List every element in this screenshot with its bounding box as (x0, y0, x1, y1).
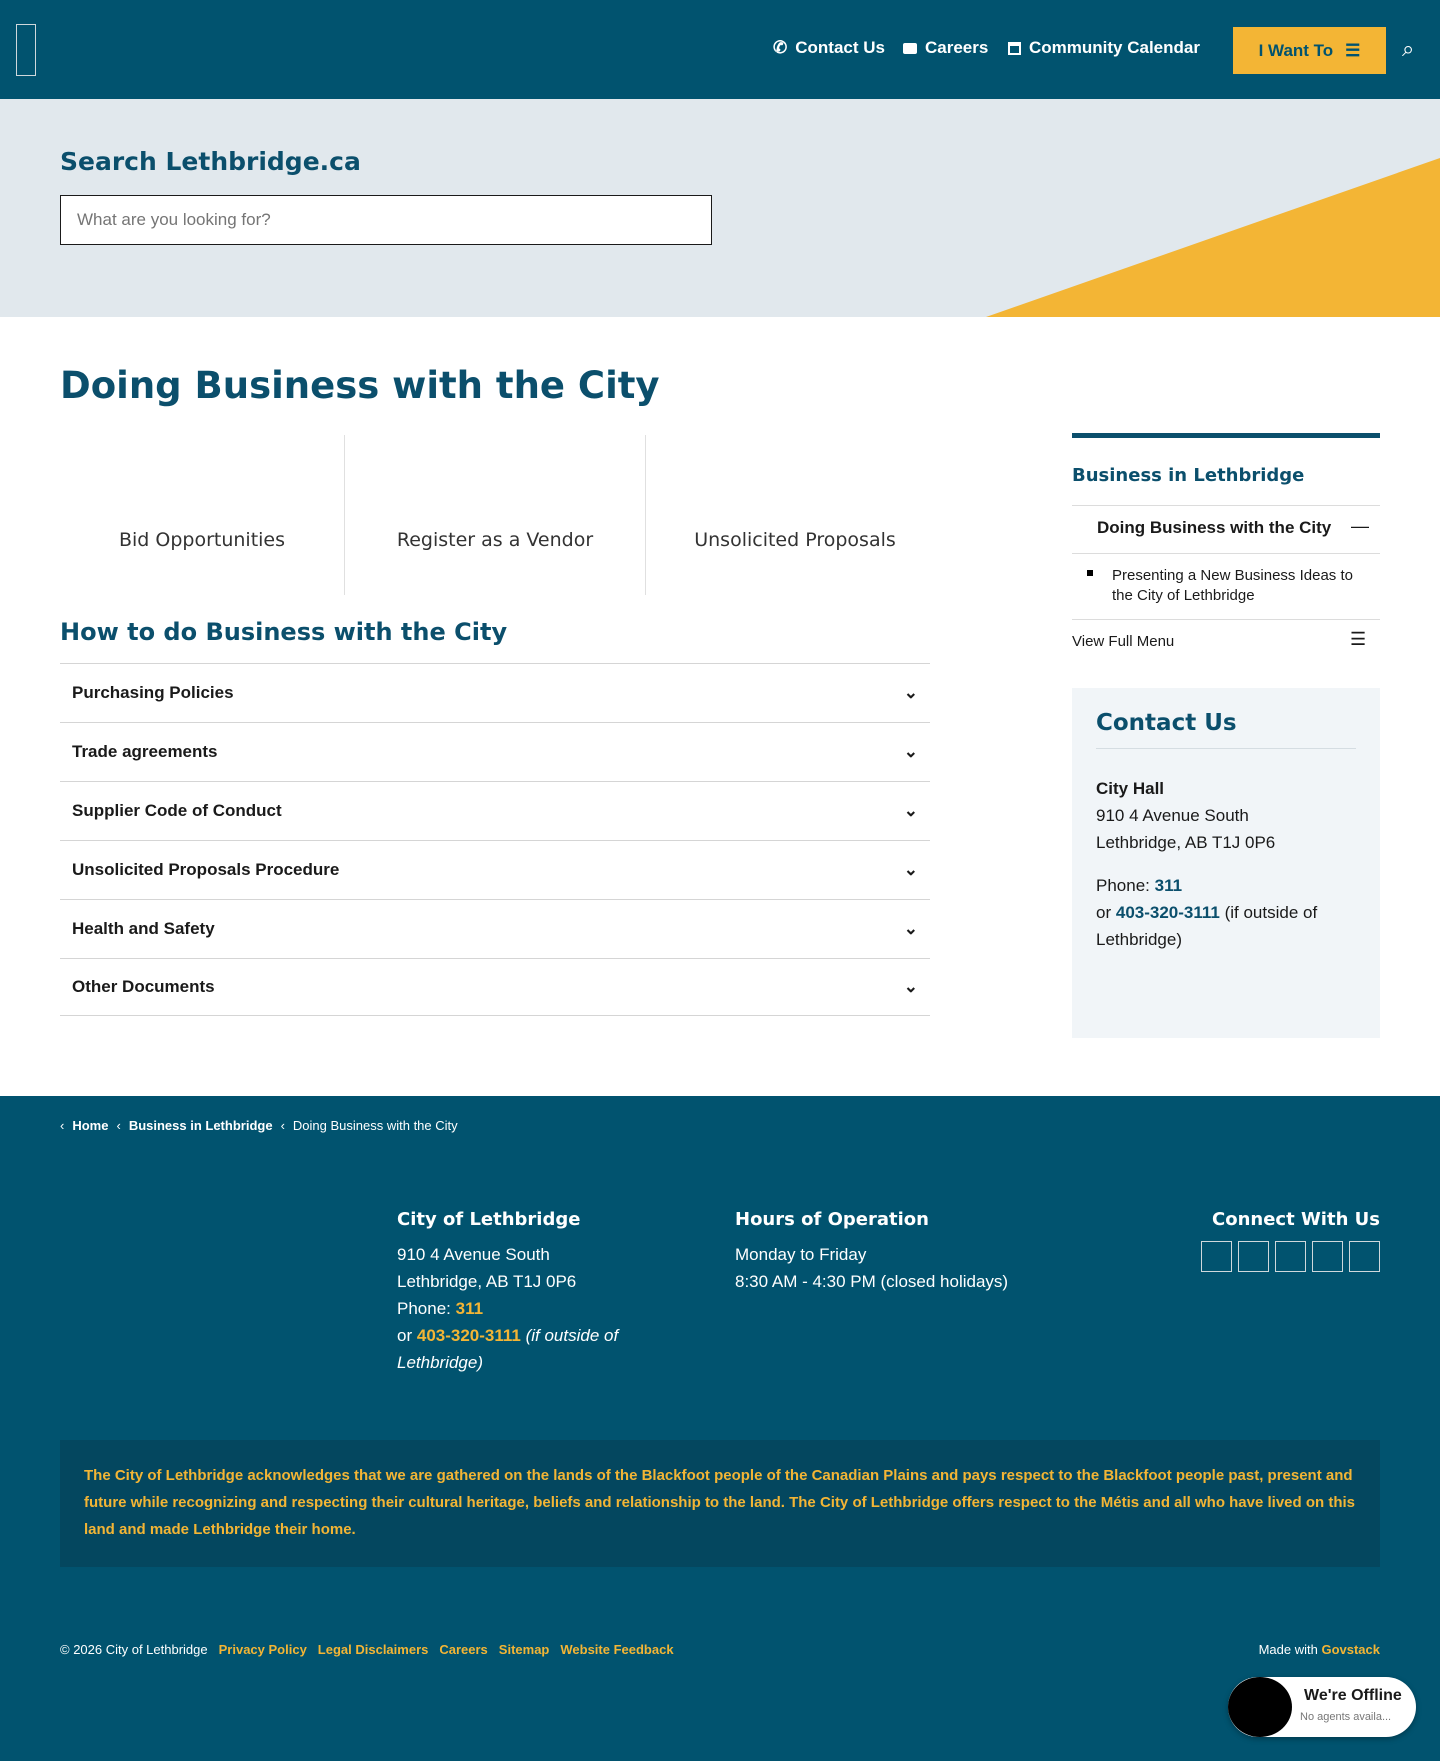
view-full-menu-link[interactable]: View Full Menu (1072, 633, 1175, 650)
collapse-icon[interactable]: — (1351, 516, 1369, 536)
chat-avatar (1228, 1677, 1292, 1737)
briefcase-icon (903, 43, 917, 54)
phone-icon: ✆ (773, 38, 788, 57)
alt-phone-note: (if outside of Lethbridge) (397, 1326, 619, 1372)
search-icon[interactable]: ⌕ (1402, 36, 1415, 61)
footer-heading: City of Lethbridge (397, 1209, 581, 1230)
list-icon: ☰ (1345, 40, 1361, 60)
careers-link[interactable]: Careers (439, 1642, 488, 1657)
accordion-item[interactable] (60, 841, 930, 900)
chevron-down-icon: ⌄ (903, 801, 918, 820)
accordion-label: Health and Safety (72, 919, 215, 938)
accordion-label: Supplier Code of Conduct (72, 801, 282, 820)
chevron-left-icon: ‹ (280, 1118, 285, 1133)
calendar-icon (1008, 42, 1021, 55)
list-icon[interactable]: ☰ (1350, 629, 1367, 649)
breadcrumb-business[interactable]: Business in Lethbridge (128, 1118, 273, 1133)
footer-city: Lethbridge, AB T1J 0P6 (397, 1272, 577, 1291)
chevron-down-icon: ⌄ (903, 683, 918, 702)
accordion-item[interactable] (60, 664, 930, 723)
section-title: How to do Business with the City (60, 618, 508, 646)
youtube-icon[interactable] (1312, 1241, 1343, 1272)
phone-label: Phone: (397, 1299, 451, 1318)
accordion-item[interactable] (60, 723, 930, 782)
tile-bid-opportunities[interactable] (60, 435, 344, 595)
privacy-policy-link[interactable]: Privacy Policy (218, 1642, 307, 1657)
alt-phone-link[interactable]: 403-320-3111 (1115, 903, 1220, 922)
sidebar-sub-item[interactable]: Presenting a New Business Ideas to the City of Lethbridge (1112, 567, 1353, 604)
breadcrumb (60, 1118, 458, 1133)
accordion-label: Trade agreements (72, 742, 218, 761)
nav-contact-us[interactable] (773, 38, 885, 58)
instagram-icon[interactable] (1275, 1241, 1306, 1272)
made-with-text: Made with (1258, 1642, 1318, 1657)
phone-link[interactable]: 311 (1154, 876, 1183, 895)
contact-city: Lethbridge, AB T1J 0P6 (1096, 833, 1276, 852)
contact-card (1072, 688, 1380, 1038)
i-want-to-label: I Want To (1258, 40, 1334, 60)
site-logo[interactable] (16, 24, 36, 76)
chat-subtitle: No agents availa... (1300, 1711, 1392, 1723)
breadcrumb-current: Doing Business with the City (292, 1118, 458, 1133)
hours-days: Monday to Friday (735, 1245, 867, 1264)
search-input[interactable] (60, 195, 712, 245)
footer-alt-phone-link[interactable]: 403-320-3111 (416, 1326, 521, 1345)
accordion-label: Unsolicited Proposals Procedure (72, 860, 340, 879)
copyright: © 2026 City of Lethbridge (60, 1642, 208, 1657)
sidebar-current-item[interactable]: Doing Business with the City (1097, 518, 1332, 537)
bullet-icon (1087, 570, 1093, 576)
facebook-icon[interactable] (1201, 1241, 1232, 1272)
site-footer (0, 1096, 1440, 1761)
divider (1072, 553, 1380, 554)
tile-label: Unsolicited Proposals (694, 529, 896, 551)
nav-label: Community Calendar (1029, 38, 1200, 57)
chevron-down-icon: ⌄ (903, 977, 918, 996)
website-feedback-link[interactable]: Website Feedback (560, 1642, 674, 1657)
nav-label: Careers (925, 38, 989, 57)
footer-heading: Connect With Us (1212, 1209, 1380, 1230)
contact-name: City Hall (1096, 779, 1165, 798)
nav-community-calendar[interactable] (1008, 38, 1200, 58)
footer-legal-bar (60, 1642, 674, 1657)
accordion-item[interactable] (60, 782, 930, 841)
linkedin-icon[interactable] (1349, 1241, 1380, 1272)
contact-title: Contact Us (1096, 710, 1356, 749)
chat-widget[interactable] (1228, 1677, 1416, 1737)
divider (1072, 505, 1380, 506)
chevron-left-icon: ‹ (60, 1118, 65, 1133)
phone-label: Phone: (1096, 876, 1150, 895)
page-title: Doing Business with the City (60, 364, 660, 407)
chat-status: We're Offline (1304, 1687, 1402, 1704)
chevron-left-icon: ‹ (116, 1118, 121, 1133)
divider (1072, 619, 1380, 620)
accordion-label: Purchasing Policies (72, 683, 234, 702)
i-want-to-button[interactable] (1233, 27, 1386, 74)
search-title: Search Lethbridge.ca (60, 147, 361, 176)
sitemap-link[interactable]: Sitemap (498, 1642, 550, 1657)
hours-times: 8:30 AM - 4:30 PM (closed holidays) (735, 1272, 1009, 1291)
made-with (1259, 1642, 1380, 1657)
alt-phone-note: (if outside of Lethbridge) (1096, 903, 1318, 949)
sidebar-title[interactable]: Business in Lethbridge (1072, 465, 1305, 486)
or-text: or (397, 1326, 413, 1345)
twitter-icon[interactable] (1238, 1241, 1269, 1272)
sidebar-top-bar (1072, 433, 1380, 438)
footer-heading: Hours of Operation (735, 1209, 929, 1230)
legal-disclaimers-link[interactable]: Legal Disclaimers (317, 1642, 429, 1657)
tile-register-vendor[interactable] (345, 435, 645, 595)
nav-careers[interactable] (903, 38, 988, 58)
footer-address: 910 4 Avenue South (397, 1245, 550, 1264)
tile-label: Register as a Vendor (396, 529, 594, 551)
footer-phone-link[interactable]: 311 (455, 1299, 484, 1318)
govstack-link[interactable]: Govstack (1321, 1642, 1380, 1657)
accordion-label: Other Documents (72, 977, 215, 996)
accordion-item[interactable] (60, 959, 930, 1016)
footer-hours-column (735, 1206, 1008, 1295)
land-acknowledgment: The City of Lethbridge acknowledges that we are gathered on the lands of the Blackfoot people of the Canadian Plains and pays respect to the Blackfoot people past, present and future while recognizing and respecting their cultural heritage, beliefs and relationship to the land. The City of Lethbridge offers respect to the Métis and all who have lived on this land and made Lethbridge their home. (60, 1440, 1380, 1567)
chevron-down-icon: ⌄ (903, 742, 918, 761)
chevron-down-icon: ⌄ (903, 919, 918, 938)
breadcrumb-home[interactable]: Home (72, 1118, 109, 1133)
or-text: or (1096, 903, 1112, 922)
tile-label: Bid Opportunities (118, 529, 286, 551)
contact-address: 910 4 Avenue South (1096, 806, 1249, 825)
accordion-item[interactable] (60, 900, 930, 959)
nav-label: Contact Us (795, 38, 885, 57)
tile-unsolicited-proposals[interactable] (646, 435, 944, 595)
site-header (0, 0, 1440, 99)
chevron-down-icon: ⌄ (903, 860, 918, 879)
footer-city-column (397, 1206, 657, 1376)
footer-social-column (1195, 1206, 1380, 1280)
